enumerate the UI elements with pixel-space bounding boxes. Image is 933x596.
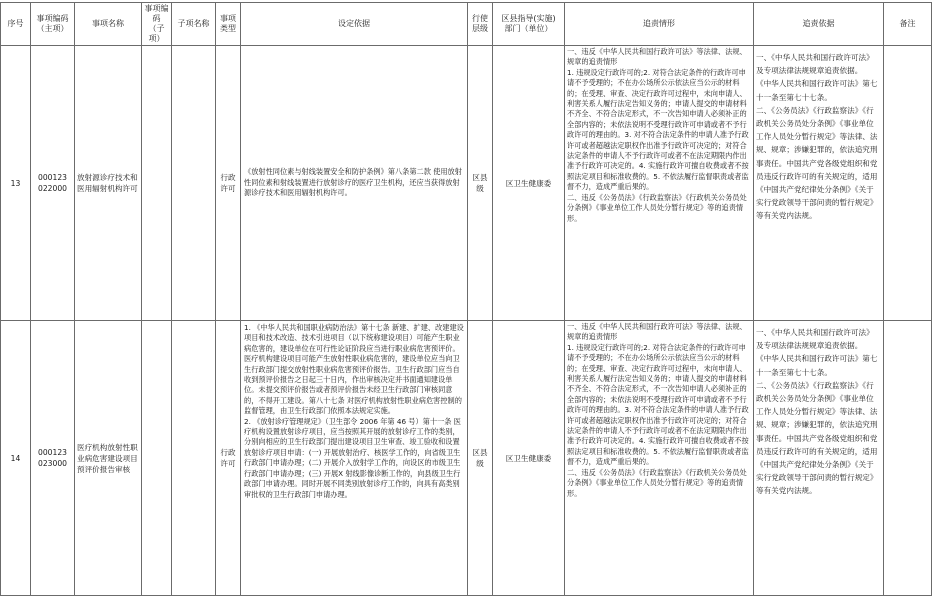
header-dept: 区县指导(实施) 部门（单位） bbox=[493, 3, 565, 46]
cell-item-name: 放射源诊疗技术和医用辐射机构许可 bbox=[75, 46, 142, 321]
cell-basis: 1. 《中华人民共和国职业病防治法》第十七条 新建、扩建、改建建设项目和技术改造、技术引进项目（以下统称建设项目）可能产生职业病危害的，建设单位在可行性论证阶段应当进行职业病危害预评价。医疗机构建设项目可能产生放射性职业病危害的，建设单位应当向卫生行政部门提交放射性职业病危害预评价报告。卫生行政部门应当自收到预评价报告之日起三十日内，作出审核决定并书面通知建设单位。未提交预评价报告或者预评价报告未经卫生行政部门审核同意的，不得开工建设。第八十七条 对医疗机构放射性职业病危害控制的监督管理，由卫生行政部门依照本法规定实施。 2. 《放射诊疗管理规定》（卫生部令 2006 年第 46 号）第十一条 医疗机构设置放射诊疗项目，应当按照其开展的放射诊疗工作的类别，分别向相应的卫生行政部门提出建设项目卫生审查、竣工验收和设置放射诊疗项目申请：(一) 开展放射治疗、核医学工作的，向省级卫生行政部门申请办理；(二) 开展介入放射学工作的，向设区的市级卫生行政部门申请办理；(三) 开展X 射线影像诊断工作的，向县级卫生行政部门申请办理。同时开展不同类别放射诊疗工作的，向具有高类别审批权的卫生行政部门申请办理。 bbox=[241, 321, 468, 596]
header-item-name: 事项名称 bbox=[75, 3, 142, 46]
cell-item-type: 行政 许可 bbox=[216, 321, 241, 596]
cell-main-code: 000123 023000 bbox=[31, 321, 75, 596]
items-table bbox=[0, 2, 932, 596]
header-sub-name: 子项名称 bbox=[172, 3, 216, 46]
header-seq: 序号 bbox=[1, 3, 31, 46]
cell-sub-name bbox=[172, 46, 216, 321]
header-pursue-basis: 追责依据 bbox=[754, 3, 884, 46]
cell-pursue: 一、违反《中华人民共和国行政许可法》等法律、法规、规章的追责情形 1. 违规设定行政许可的;2. 对符合法定条件的行政许可申请不予受理的；不在办公场所公示依法应当公示的材料的；在受理、审查、决定行政许可过程中，未向申请人、利害关系人履行法定告知义务的；申请人提交的申请材料不齐全、不符合法定形式，不一次告知申请人必须补正的全部内容的；未依法说明不受理行政许可申请或者不予行政许可的理由的。3. 对不符合法定条件的申请人准予行政许可或者超越法定职权作出准予行政许可决定的；对符合法定条件的申请人不予行政许可或者不在法定期限内作出准予行政许可决定的。4. 实施行政许可擅自收费或者不按照法定项目和标准收费的。5. 不依法履行监督职责或者监督不力，造成严重后果的。 二、违反《公务员法》《行政监察法》《行政机关公务员处分条例》《事业单位工作人员处分暂行规定》等的追责情形。 bbox=[565, 46, 754, 321]
cell-level: 区县 级 bbox=[468, 46, 493, 321]
cell-pursue-basis: 一、《中华人民共和国行政许可法》及专项法律法规规章追责依据。 《中华人民共和国行政许可法》第七十一条至第七十七条。 二、《公务员法》《行政监察法》《行政机关公务员处分条例》《事业单位工作人员处分暂行规定》等法律、法规、规章；涉嫌犯罪的，依法追究刑事责任。中国共产党各级党组织和党员违反行政许可的有关规定的，适用《中国共产党纪律处分条例》《关于实行党政领导干部问责的暂行规定》等有关党内法规。 bbox=[754, 321, 884, 596]
header-level: 行使 层级 bbox=[468, 3, 493, 46]
cell-pursue-basis: 一、《中华人民共和国行政许可法》及专项法律法规规章追责依据。 《中华人民共和国行政许可法》第七十一条至第七十七条。 二、《公务员法》《行政监察法》《行政机关公务员处分条例》《事业单位工作人员处分暂行规定》等法律、法规、规章；涉嫌犯罪的，依法追究刑事责任。中国共产党各级党组织和党员违反行政许可的有关规定的，适用《中国共产党纪律处分条例》《关于实行党政领导干部问责的暂行规定》等有关党内法规。 bbox=[754, 46, 884, 321]
cell-seq: 14 bbox=[1, 321, 31, 596]
header-pursue: 追责情形 bbox=[565, 3, 754, 46]
cell-dept: 区卫生健康委 bbox=[493, 46, 565, 321]
cell-dept: 区卫生健康委 bbox=[493, 321, 565, 596]
header-row bbox=[1, 3, 932, 46]
cell-item-name: 医疗机构放射性职业病危害建设项目预评价报告审核 bbox=[75, 321, 142, 596]
table-row bbox=[1, 46, 932, 321]
cell-level: 区县 级 bbox=[468, 321, 493, 596]
cell-remark bbox=[884, 321, 932, 596]
header-sub-code: 事项编码 （子项） bbox=[142, 3, 172, 46]
cell-item-type: 行政 许可 bbox=[216, 46, 241, 321]
table-row bbox=[1, 321, 932, 596]
cell-remark bbox=[884, 46, 932, 321]
header-basis: 设定依据 bbox=[241, 3, 468, 46]
cell-pursue: 一、违反《中华人民共和国行政许可法》等法律、法规、规章的追责情形 1. 违规设定行政许可的;2. 对符合法定条件的行政许可申请不予受理的；不在办公场所公示依法应当公示的材料的；在受理、审查、决定行政许可过程中，未向申请人、利害关系人履行法定告知义务的；申请人提交的申请材料不齐全、不符合法定形式，不一次告知申请人必须补正的全部内容的；未依法说明不受理行政许可申请或者不予行政许可的理由的。3. 对不符合法定条件的申请人准予行政许可或者超越法定职权作出准予行政许可决定的；对符合法定条件的申请人不予行政许可或者不在法定期限内作出准予行政许可决定的。4. 实施行政许可擅自收费或者不按照法定项目和标准收费的。5. 不依法履行监督职责或者监督不力，造成严重后果的。 二、违反《公务员法》《行政监察法》《行政机关公务员处分条例》《事业单位工作人员处分暂行规定》等的追责情形。 bbox=[565, 321, 754, 596]
cell-sub-code bbox=[142, 321, 172, 596]
cell-main-code: 000123 022000 bbox=[31, 46, 75, 321]
cell-seq: 13 bbox=[1, 46, 31, 321]
header-remark: 备注 bbox=[884, 3, 932, 46]
cell-sub-name bbox=[172, 321, 216, 596]
header-item-type: 事项 类型 bbox=[216, 3, 241, 46]
cell-sub-code bbox=[142, 46, 172, 321]
header-main-code: 事项编码 （主项） bbox=[31, 3, 75, 46]
cell-basis: 《放射性同位素与射线装置安全和防护条例》第八条第二款 使用放射性同位素和射线装置进行放射诊疗的医疗卫生机构，还应当获得放射源诊疗技术和医用辐射机构许可。 bbox=[241, 46, 468, 321]
